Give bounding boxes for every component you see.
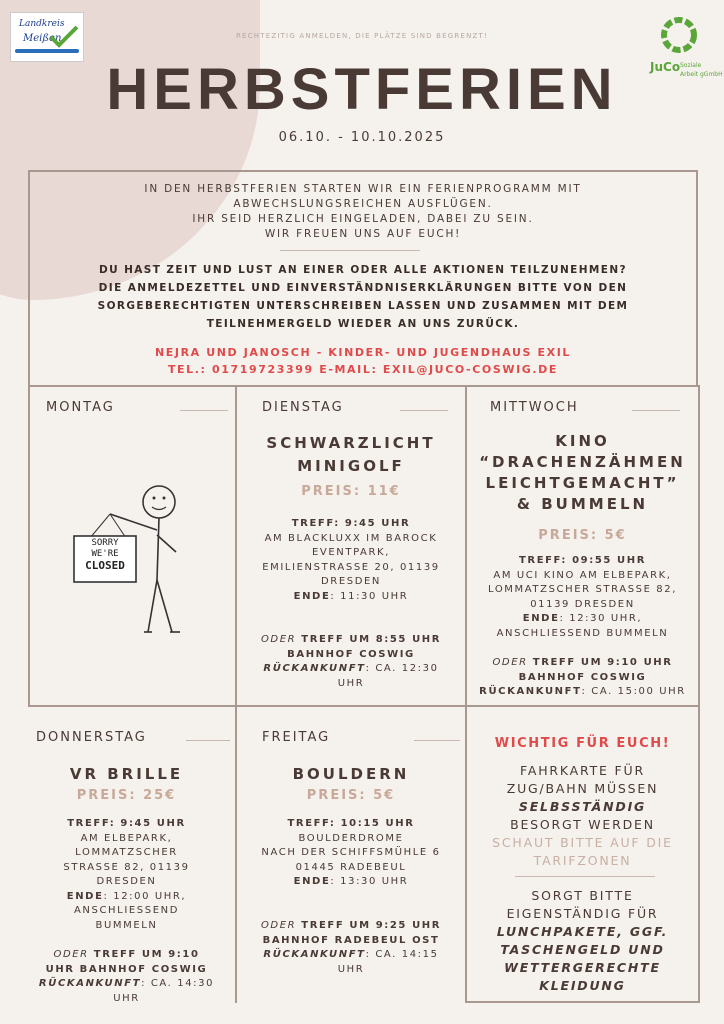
logo-text-1: Landkreis bbox=[19, 19, 65, 29]
friday-alt-place: BAHNHOF RADEBEUL OST bbox=[262, 934, 440, 946]
sign-line-2: WE'RE bbox=[91, 549, 119, 559]
wednesday-price: PREIS: 5€ bbox=[538, 528, 627, 543]
friday-place-2: NACH DER SCHIFFSMÜHLE 6 bbox=[261, 847, 441, 858]
wednesday-alt-meet: TREFF UM 9:10 UHR bbox=[527, 657, 673, 668]
tuesday-return-value: : CA. 12:30 bbox=[365, 663, 439, 674]
friday-place-3: 01445 RADEBEUL bbox=[295, 861, 407, 873]
thursday-return-value: : CA. 14:30 bbox=[141, 978, 215, 989]
intro-line-2: ABWECHSLUNGSREICHEN AUSFLÜGEN. bbox=[233, 198, 493, 210]
friday-price: PREIS: 5€ bbox=[306, 788, 396, 803]
tuesday-activity-1: SCHWARZLICHT bbox=[266, 434, 436, 452]
tuesday-end-value: : 11:30 UHR bbox=[330, 590, 409, 602]
wednesday-activity-1: KINO bbox=[555, 432, 610, 450]
wednesday-end-label: ENDE bbox=[522, 613, 560, 624]
day-tuesday: DIENSTAG bbox=[262, 400, 344, 415]
thursday-activity: VR BRILLE bbox=[69, 765, 184, 783]
important-divider bbox=[515, 876, 655, 877]
important-line-5: SORGT BITTE bbox=[531, 888, 634, 903]
thursday-end-value: : 12:00 UHR, bbox=[103, 890, 187, 902]
wednesday-alt bbox=[467, 656, 698, 700]
closed-stickman-illustration bbox=[60, 480, 200, 644]
contact-email[interactable]: TEL.: 01719723399 E-MAIL: EXIL@JUCO-COSWIG.DE bbox=[167, 363, 559, 376]
thursday-return-value-2: UHR bbox=[113, 992, 140, 1004]
friday-meet: TREFF: 10:15 UHR bbox=[287, 818, 415, 829]
grid-line-middle bbox=[28, 705, 700, 707]
thursday-return-label: RÜCKANKUNFT bbox=[38, 978, 142, 989]
friday-alt-meet: TREFF UM 9:25 UHR bbox=[296, 920, 442, 931]
important-line-4: BESORGT WERDEN bbox=[510, 817, 655, 832]
intro-bold-2: DIE ANMELDEZETTEL UND EINVERSTÄNDNISERKLÄRUNGEN BITTE VON DEN bbox=[98, 282, 628, 294]
friday-place-1: BOULDERDROME bbox=[298, 832, 404, 844]
thursday-info bbox=[18, 817, 235, 933]
important-bi-1: LUNCHPAKETE, GGF. bbox=[496, 924, 669, 939]
grid-line-left bbox=[28, 385, 30, 707]
wednesday-alt-or: ODER bbox=[492, 657, 528, 668]
thursday-place-4: DRESDEN bbox=[96, 876, 157, 887]
tuesday-activity-2: MINIGOLF bbox=[297, 457, 405, 475]
juco-name: JuCo bbox=[650, 60, 681, 74]
day-monday: MONTAG bbox=[46, 400, 115, 415]
wednesday-place-1: AM UCI KINO AM ELBEPARK, bbox=[493, 569, 672, 581]
day-friday: FREITAG bbox=[262, 730, 331, 745]
tuesday-return-label: RÜCKANKUNFT bbox=[263, 663, 366, 674]
intro-box bbox=[28, 170, 698, 386]
thursday-meet: TREFF: 9:45 UHR bbox=[67, 818, 186, 829]
friday-return-label: RÜCKANKUNFT bbox=[263, 949, 366, 960]
tuesday-alt-place: BAHNHOF COSWIG bbox=[287, 648, 415, 660]
friday-end-label: ENDE bbox=[293, 876, 331, 887]
closed-sign bbox=[74, 538, 136, 571]
page-title: HERBSTFERIEN bbox=[106, 57, 618, 122]
wednesday-activity-4: & BUMMELN bbox=[516, 495, 649, 513]
wednesday-activity-3: LEICHTGEMACHT” bbox=[485, 474, 680, 492]
tuesday-alt bbox=[237, 633, 465, 691]
important-bi-4: KLEIDUNG bbox=[539, 978, 626, 993]
friday-alt bbox=[237, 919, 465, 977]
wednesday-place-2: LOMMATZSCHER STRASSE 82, bbox=[488, 584, 677, 595]
thursday-alt-meet: TREFF UM 9:10 bbox=[88, 949, 200, 960]
important-title: WICHTIG FÜR EUCH! bbox=[494, 736, 671, 751]
intro-line-4: WIR FREUEN UNS AUF EUCH! bbox=[264, 228, 462, 240]
friday-activity: BOULDERN bbox=[292, 765, 410, 783]
intro-divider bbox=[280, 250, 420, 251]
wednesday-alt-place: BAHNHOF COSWIG bbox=[518, 671, 647, 683]
wednesday-end-value: : 12:30 UHR, bbox=[559, 613, 643, 624]
intro-bold-1: DU HAST ZEIT UND LUST AN EINER ODER ALLE AKTIONEN TEILZUNEHMEN? bbox=[98, 264, 628, 276]
tuesday-alt-meet: TREFF UM 8:55 UHR bbox=[296, 634, 442, 645]
thursday-end-value-2: ANSCHLIESSEND bbox=[73, 905, 179, 916]
thursday-end-label: ENDE bbox=[66, 890, 104, 902]
important-light-1: SCHAUT BITTE AUF DIE bbox=[492, 835, 673, 850]
day-thursday-line bbox=[186, 740, 230, 741]
friday-alt-or: ODER bbox=[260, 920, 297, 931]
thursday-end-value-3: BUMMELN bbox=[95, 919, 158, 931]
wednesday-end-value-2: ANSCHLIESSEND BUMMELN bbox=[496, 627, 669, 639]
wednesday-info bbox=[467, 554, 698, 641]
important-line-3: SELBSSTÄNDIG bbox=[518, 799, 647, 814]
thursday-place-1: AM ELBEPARK, bbox=[80, 832, 173, 844]
day-thursday: DONNERSTAG bbox=[36, 730, 147, 745]
juco-sub2: Arbeit gGmbH bbox=[680, 71, 723, 78]
tuesday-return-value-2: UHR bbox=[337, 677, 365, 689]
tuesday-end-label: ENDE bbox=[293, 590, 331, 602]
thursday-place-2: LOMMATZSCHER bbox=[75, 847, 178, 858]
day-wednesday: MITTWOCH bbox=[490, 400, 579, 415]
tuesday-place-2: EVENTPARK, bbox=[312, 547, 390, 558]
thursday-alt bbox=[18, 948, 235, 1006]
sign-line-3: CLOSED bbox=[85, 559, 125, 572]
tuesday-price: PREIS: 11€ bbox=[301, 484, 401, 499]
date-range: 06.10. - 10.10.2025 bbox=[278, 130, 446, 145]
wednesday-place-3: 01139 DRESDEN bbox=[530, 598, 635, 610]
juco-sub1: Soziale bbox=[680, 62, 702, 69]
day-tuesday-line bbox=[400, 410, 448, 411]
intro-bold-3: SORGEBERECHTIGTEN UNTERSCHREIBEN LASSEN UND ZUSAMMEN MIT DEM bbox=[97, 300, 629, 312]
day-wednesday-line bbox=[632, 410, 680, 411]
grid-line-top bbox=[28, 385, 700, 387]
important-bi-2: TASCHENGELD UND bbox=[500, 942, 665, 957]
friday-return-value: : CA. 14:15 bbox=[365, 949, 439, 960]
tuesday-place-3: EMILIENSTRASSE 20, 01139 bbox=[262, 561, 440, 573]
tuesday-meet: TREFF: 9:45 UHR bbox=[291, 518, 411, 529]
friday-end-value: : 13:30 UHR bbox=[330, 876, 409, 887]
important-bi-3: WETTERGERECHTE bbox=[504, 960, 661, 975]
sign-line-1: SORRY bbox=[91, 538, 119, 548]
important-line-1: FAHRKARTE FÜR bbox=[520, 763, 645, 778]
thursday-alt-or: ODER bbox=[53, 949, 89, 960]
tuesday-info bbox=[237, 517, 465, 604]
registration-note: RECHTEZITIG ANMELDEN, DIE PLÄTZE SIND BEGRENZT! bbox=[235, 32, 489, 40]
wednesday-meet: TREFF: 09:55 UHR bbox=[518, 555, 647, 566]
day-friday-line bbox=[414, 740, 460, 741]
intro-line-1: IN DEN HERBSTFERIEN STARTEN WIR EIN FERIENPROGRAMM MIT bbox=[144, 183, 582, 195]
contact-line-1: NEJRA UND JANOSCH - KINDER- UND JUGENDHAUS EXIL bbox=[154, 346, 571, 359]
grid-line-v1 bbox=[235, 385, 237, 1003]
tuesday-alt-or: ODER bbox=[260, 634, 297, 645]
logo-text-2: Meißen bbox=[23, 33, 62, 44]
thursday-place-3: STRASSE 82, 01139 bbox=[63, 861, 190, 873]
important-line-6: EIGENSTÄNDIG FÜR bbox=[506, 906, 659, 921]
wednesday-return-value: : CA. 15:00 UHR bbox=[581, 686, 686, 697]
friday-info bbox=[237, 817, 465, 890]
grid-line-bottom bbox=[465, 1001, 700, 1003]
friday-return-value-2: UHR bbox=[337, 963, 365, 975]
logo-wave bbox=[15, 49, 79, 53]
tuesday-place-1: AM BLACKLUXX IM BAROCK bbox=[264, 532, 438, 544]
intro-line-3: IHR SEID HERZLICH EINGELADEN, DABEI ZU SEIN. bbox=[192, 213, 534, 225]
intro-bold-4: TEILNEHMERGELD WIEDER AN UNS ZURÜCK. bbox=[206, 318, 520, 330]
day-monday-line bbox=[180, 410, 228, 411]
important-line-2: ZUG/BAHN MÜSSEN bbox=[506, 781, 659, 796]
tuesday-place-4: DRESDEN bbox=[320, 576, 381, 587]
thursday-alt-place: UHR BAHNHOF COSWIG bbox=[45, 963, 208, 975]
grid-line-right bbox=[698, 385, 700, 1003]
important-light-2: TARIFZONEN bbox=[533, 853, 632, 868]
wednesday-return-label: RÜCKANKUNFT bbox=[479, 686, 582, 697]
thursday-price: PREIS: 25€ bbox=[76, 788, 177, 803]
wednesday-activity-2: “DRACHENZÄHMEN bbox=[479, 453, 686, 471]
